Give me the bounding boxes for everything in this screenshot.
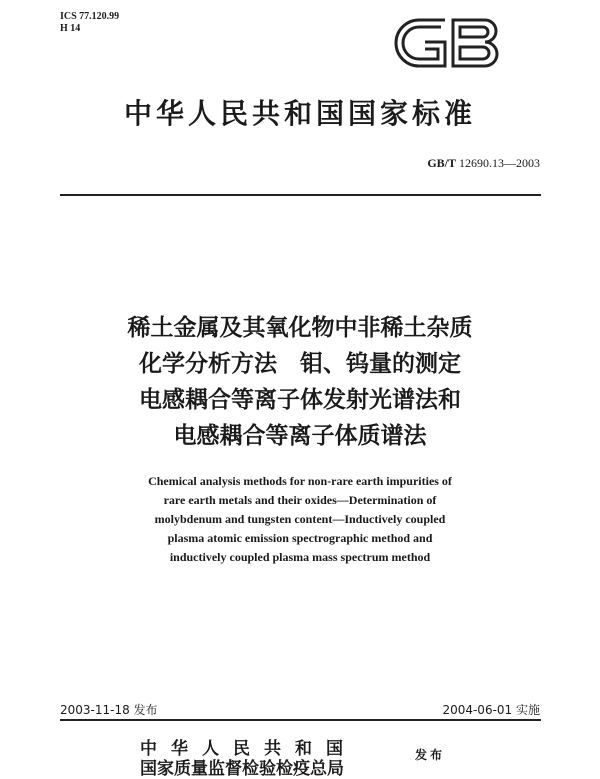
english-title-line: rare earth metals and their oxides—Determination of: [163, 493, 437, 507]
chinese-title: [0, 310, 600, 454]
issuing-authority: [140, 739, 357, 779]
bottom-divider: [60, 719, 541, 721]
implementation-date: 2004-06-01 实施: [442, 703, 540, 717]
english-title: [0, 472, 600, 567]
standard-code: [427, 156, 540, 171]
publish-label: 发布: [415, 748, 446, 762]
english-title-line: inductively coupled plasma mass spectrum method: [169, 550, 431, 564]
ics-code: ICS 77.120.99: [60, 11, 120, 22]
english-title-line: plasma atomic emission spectrographic method and: [167, 531, 433, 545]
issuer-line-1: 中华人民共和国: [140, 739, 357, 759]
english-title-line: molybdenum and tungsten content—Inductively coupled: [154, 512, 446, 526]
ccs-code: H 14: [60, 23, 81, 34]
chinese-title-line: 电感耦合等离子体质谱法: [173, 423, 427, 449]
chinese-title-line: 化学分析方法 钼、钨量的测定: [139, 351, 461, 377]
classification-codes: [60, 11, 119, 35]
standard-prefix: GB/T: [427, 156, 456, 170]
issue-date: 2003-11-18 发布: [60, 703, 158, 717]
standard-number: 12690.13—2003: [459, 156, 540, 170]
english-title-line: Chemical analysis methods for non-rare earth impurities of: [148, 474, 452, 488]
top-divider: [60, 194, 541, 196]
chinese-title-line: 稀土金属及其氧化物中非稀土杂质: [127, 315, 473, 341]
issuer-line-2: 国家质量监督检验检疫总局: [140, 759, 344, 779]
gb-logo: [393, 12, 511, 74]
organization-title: 中华人民共和国国家标准: [123, 97, 476, 130]
chinese-title-line: 电感耦合等离子体发射光谱法和: [139, 387, 461, 413]
